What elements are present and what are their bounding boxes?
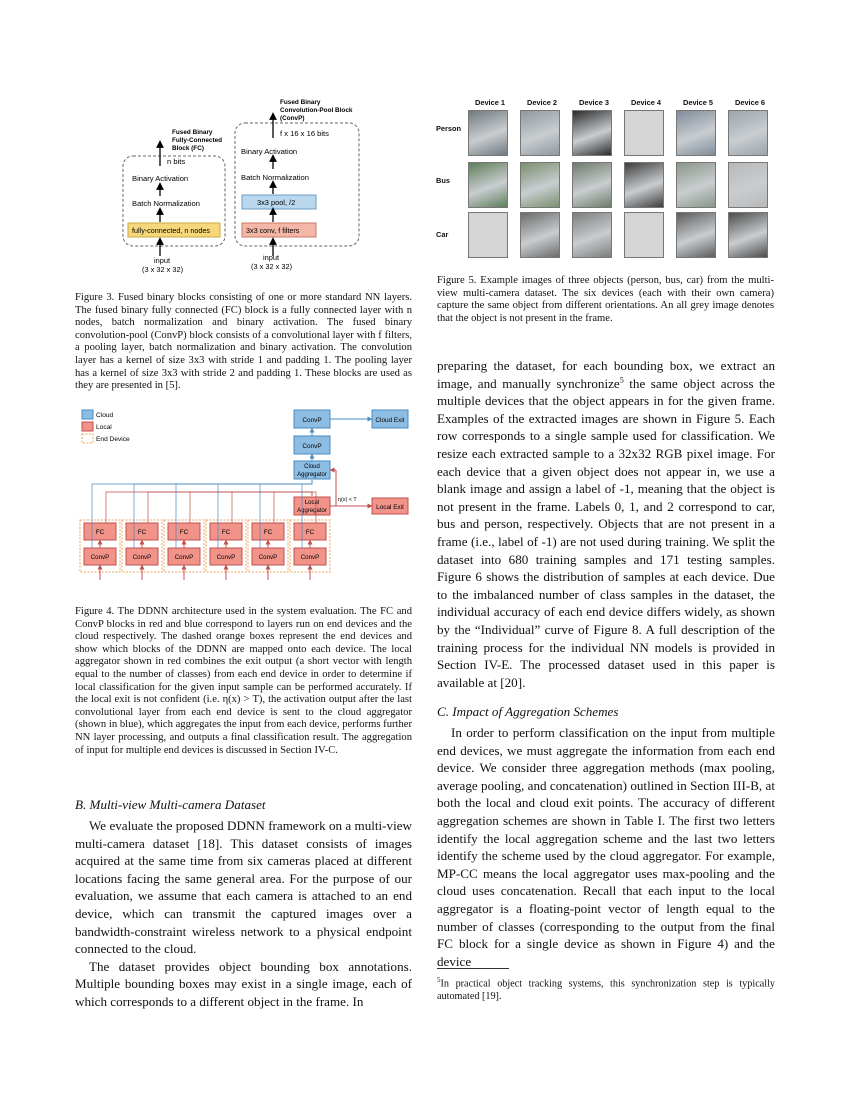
convp-label: ConvP: [300, 554, 320, 561]
device-label: Device 2: [527, 98, 557, 107]
footnote-ref: 5: [619, 375, 624, 385]
image-cell: [676, 212, 716, 258]
convp-label: ConvP: [216, 554, 236, 561]
fc-label: FC: [179, 529, 189, 536]
image-cell: [468, 162, 508, 208]
legend-end-device-swatch: [82, 434, 93, 443]
row-label: Bus: [436, 176, 450, 185]
legend-cloud: Cloud: [96, 412, 114, 419]
device-label: Device 6: [735, 98, 765, 107]
image-cell: [520, 162, 560, 208]
image-cell: [728, 162, 768, 208]
image-cell: [520, 110, 560, 156]
convp-input-dim: (3 x 32 x 32): [251, 262, 293, 271]
left-para-1: We evaluate the proposed DDNN framework on a multi-view multi-camera dataset [18]. This dataset consists of images acquired at the same time from six cameras placed at different locations facing the same general area. For the purpose of our evaluation, we assume that each camera is attached to an end device, which can transmit the captured images over a bandwidth-constraint wireless network to a physical endpoint connected to the cloud.: [75, 818, 412, 957]
local-exit-label: Local Exit: [376, 504, 404, 511]
footnote-mark: 5: [437, 976, 441, 984]
cloud-convp-label-2: ConvP: [302, 443, 322, 450]
local-aggregator-label-1: Local: [304, 500, 320, 506]
image-cell: [572, 162, 612, 208]
fc-input-dim: (3 x 32 x 32): [142, 265, 184, 274]
image-cell: [520, 212, 560, 258]
legend-cloud-swatch: [82, 410, 93, 419]
cloud-aggregator-label-2: Aggregator: [297, 472, 327, 478]
fc-to-local-line: [106, 492, 312, 523]
figure-4-caption: Figure 4. The DDNN architecture used in the system evaluation. The FC and ConvP blocks in red and blue correspond to layers run on end devices and the cloud respectively. The dashed orange boxes represent the end devices and show which blocks of the DDNN are mapped onto each device. The local aggregator shown in red combines the exit output (a short vector with length equal to the number of classes) from each end device in order to determine if local classification for the given input sample can be performed accurately. If the local exit is not confident (i.e. η(x) > T), the activation output after the last convolutional layer from each end device is sent to the cloud aggregator (shown in blue), which aggregates the input from each device, performs further NN layer processing, and outputs a final classification result. The aggregation of input for multiple end devices is discussed in Section IV-C.: [75, 606, 412, 756]
footnote-rule: [437, 968, 509, 969]
left-column-body: [75, 817, 412, 1011]
fc-label: FC: [95, 529, 105, 536]
fc-act-label: Binary Activation: [132, 174, 189, 183]
fc-block-title-2: Fully-Connected: [172, 137, 223, 144]
footnote: [437, 974, 775, 1003]
convp-act-label: Binary Activation: [241, 147, 298, 156]
convp-block-title-3: (ConvP): [280, 115, 305, 122]
legend-end-device: End Device: [96, 436, 130, 443]
right-para-1-a: preparing the dataset, for each bounding box, we extract an image, and manually synchronize: [437, 358, 775, 391]
fc-to-local-line: [148, 492, 312, 523]
legend-local-swatch: [82, 422, 93, 431]
figure-5-grid: [436, 96, 776, 264]
convp-conv-label: 3x3 conv, f filters: [246, 226, 300, 235]
fc-label: FC: [305, 529, 315, 536]
convp-label: ConvP: [132, 554, 152, 561]
right-para-1-b: the same object across the multiple devices that the object appears in for the given frame. Examples of the extracted images are shown in Figure 5. Each row corresponds to a single sample used for classification. We resize each extracted sample to a 32x32 RGB pixel image. For each device that a given object does not appear in, we use a blank image and assign a label of -1, meaning that the object is not present in the frame. Labels 0, 1, and 2 correspond to car, bus and person, respectively. Objects that are not present in a frame (i.e., label of -1) are not used during training. We split the dataset into 680 training samples and 171 testing samples. Figure 6 shows the distribution of samples at each device. Due to the imbalanced number of class samples in the dataset, the individual accuracy of each end device differs widely, as shown by the “Individual” curve of Figure 8. A full description of the training process for the individual NN models is provided in Section IV-E. The processed dataset used in this paper is available at [20].: [437, 375, 775, 690]
fc-input-label: input: [154, 256, 171, 265]
section-b-heading: B. Multi-view Multi-camera Dataset: [75, 797, 266, 812]
device-label: Device 3: [579, 98, 609, 107]
cloud-exit-label: Cloud Exit: [375, 417, 405, 424]
convp-pool-label: 3x3 pool, /2: [257, 198, 296, 207]
convp-block-title-2: Convolution-Pool Block: [280, 107, 353, 114]
fc-block-title-1: Fused Binary: [172, 129, 213, 136]
image-cell: [676, 110, 716, 156]
convp-bn-label: Batch Normalization: [241, 173, 309, 182]
empty-image-cell: [624, 212, 664, 258]
image-cell: [624, 162, 664, 208]
figure-4-diagram: [76, 404, 416, 582]
convp-out-label: f x 16 x 16 bits: [280, 129, 329, 138]
condition-label: η(x) < T: [338, 497, 357, 503]
section-c-heading: C. Impact of Aggregation Schemes: [437, 704, 619, 719]
figure-3-diagram: [118, 96, 368, 282]
fc-label: FC: [263, 529, 273, 536]
fc-label: FC: [221, 529, 231, 536]
empty-image-cell: [468, 212, 508, 258]
row-label: Person: [436, 124, 462, 133]
right-para-2: In order to perform classification on the input from multiple end devices, we must aggregate the information from each end device. We consider three aggregation methods (max pooling, average pooling, and concatenation) outlined in Section III-B, at both the local and cloud exit points. The accuracy of different aggregation schemes are shown in Table I. The first two letters identify the local aggregation scheme and the last two letters identify the scheme used by the cloud aggregator. For example, MP-CC means the local aggregator uses max-pooling and the cloud uses concatenation. Recall that each input to the local aggregator is a floating-point vector of length equal to the number of classes (corresponding to the output from the final FC block for a single device as shown in Figure 4) and the device: [437, 725, 775, 969]
device-label: Device 4: [631, 98, 661, 107]
fc-block-title-3: Block (FC): [172, 145, 204, 152]
convp-label: ConvP: [90, 554, 110, 561]
image-cell: [676, 162, 716, 208]
fc-label: FC: [137, 529, 147, 536]
device-label: Device 1: [475, 98, 505, 107]
right-column-body-2: [437, 724, 775, 970]
cloud-convp-label-1: ConvP: [302, 417, 322, 424]
cloud-aggregator-label-1: Cloud: [304, 464, 320, 470]
figure-3-caption: Figure 3. Fused binary blocks consisting of one or more standard NN layers. The fused binary fully connected (FC) block is a fully connected layer with n nodes, batch normalization and binary activation. The fused binary convolution-pool (ConvP) block consists of a convolutional layer with f filters, a pooling layer, batch normalization and binary activation. The convolution layer has a kernel of size 3x3 with stride 1 and padding 1. The pooling layer has a kernel of size 3x3 with stride 2 and padding 1. These blocks are used as they are presented in [5].: [75, 292, 412, 392]
image-cell: [468, 110, 508, 156]
figure-5-caption: Figure 5. Example images of three objects (person, bus, car) from the multi-view multi-camera dataset. The six devices (each with their own camera) capture the same object from different orientations. An all grey image denotes that the object is not present in the frame.: [437, 275, 774, 324]
right-column-body: [437, 357, 775, 691]
fc-bn-label: Batch Normalization: [132, 199, 200, 208]
right-para-1: [437, 357, 775, 691]
device-label: Device 5: [683, 98, 713, 107]
fc-out-label: n bits: [167, 157, 186, 166]
convp-label: ConvP: [174, 554, 194, 561]
image-cell: [728, 212, 768, 258]
image-cell: [572, 110, 612, 156]
image-cell: [728, 110, 768, 156]
empty-image-cell: [624, 110, 664, 156]
footnote-text: In practical object tracking systems, this synchronization step is typically automated [19].: [437, 978, 775, 1002]
convp-block-title-1: Fused Binary: [280, 99, 321, 106]
legend-local: Local: [96, 424, 112, 431]
row-label: Car: [436, 230, 449, 239]
image-cell: [572, 212, 612, 258]
left-para-2: The dataset provides object bounding box annotations. Multiple bounding boxes may exist in a single image, each of which corresponds to a different object in the frame. In: [75, 958, 412, 1009]
fc-layer-label: fully-connected, n nodes: [132, 226, 210, 235]
convp-label: ConvP: [258, 554, 278, 561]
local-aggregator-label-2: Aggregator: [297, 508, 327, 514]
convp-input-label: input: [263, 253, 280, 262]
